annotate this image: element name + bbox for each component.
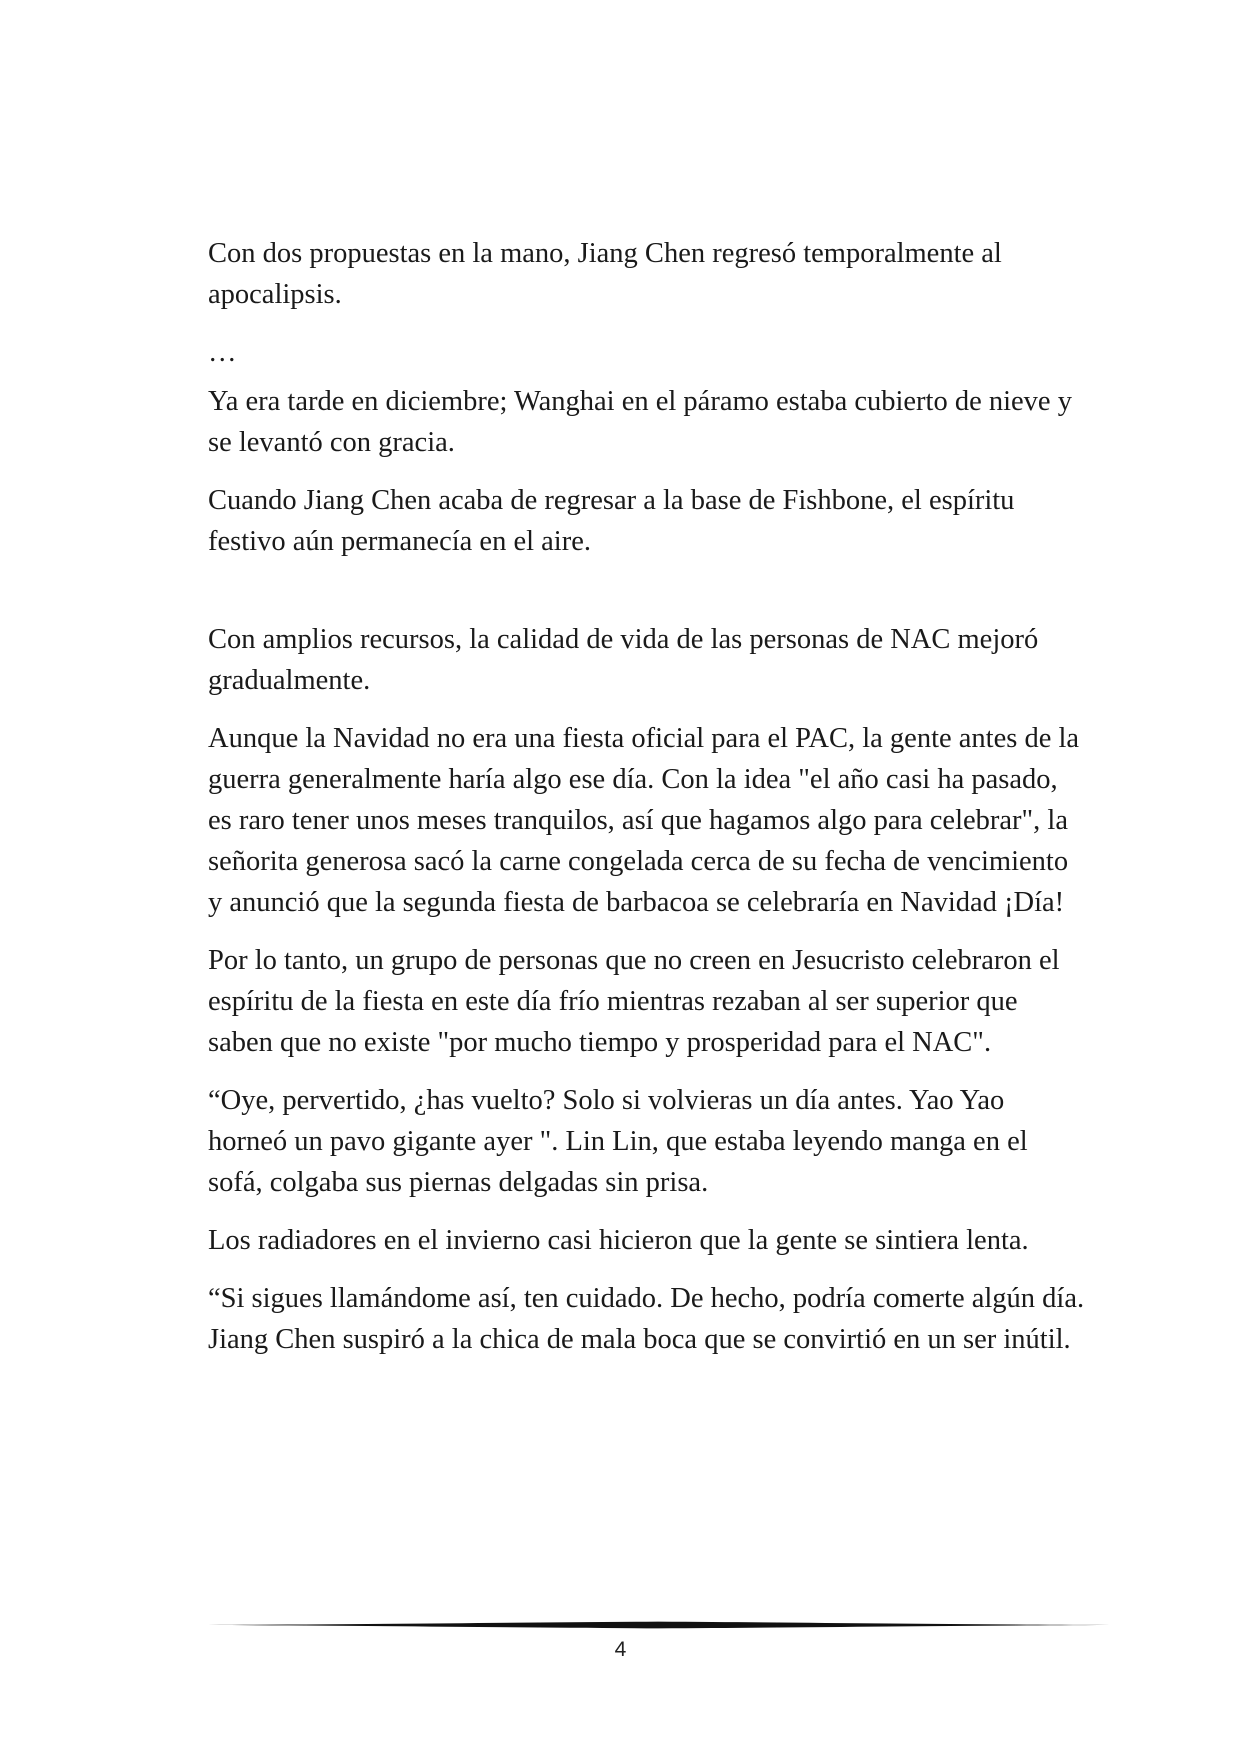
paragraph: Aunque la Navidad no era una fiesta oficial para el PAC, la gente antes de la guerra generalmente haría algo ese día. Con la idea "el año casi ha pasado, es raro tener unos meses tranquilos, así que hagamos algo para celebrar", la señorita generosa sacó la carne congelada cerca de su fecha de vencimiento y anunció que la segunda fiesta de barbacoa se celebraría en Navidad ¡Día! bbox=[208, 723, 1080, 918]
paragraph: Los radiadores en el invierno casi hicieron que la gente se sintiera lenta. bbox=[208, 1225, 1029, 1256]
paragraph: “Si sigues llamándome así, ten cuidado. De hecho, podría comerte algún día. Jiang Chen suspiró a la chica de mala boca que se convirtió en un ser inútil. bbox=[208, 1283, 1085, 1355]
scene-break-ellipsis: … bbox=[208, 337, 237, 368]
page-number: 4 bbox=[614, 1638, 627, 1661]
footer-divider-rule bbox=[208, 1619, 1110, 1631]
paragraph: “Oye, pervertido, ¿has vuelto? Solo si volvieras un día antes. Yao Yao horneó un pavo gigante ayer ". Lin Lin, que estaba leyendo manga en el sofá, colgaba sus piernas delgadas sin prisa. bbox=[208, 1085, 1028, 1198]
paragraph: Con amplios recursos, la calidad de vida de las personas de NAC mejoró gradualmente. bbox=[208, 624, 1039, 696]
paragraph: Con dos propuestas en la mano, Jiang Chen regresó temporalmente al apocalipsis. bbox=[208, 238, 1002, 310]
paragraph: Por lo tanto, un grupo de personas que no creen en Jesucristo celebraron el espíritu de la fiesta en este día frío mientras rezaban al ser superior que saben que no existe "por mucho tiempo y prosperidad para el NAC". bbox=[208, 945, 1060, 1058]
paragraph: Cuando Jiang Chen acaba de regresar a la base de Fishbone, el espíritu festivo aún permanecía en el aire. bbox=[208, 485, 1015, 557]
body-text bbox=[208, 233, 1088, 1377]
paragraph: Ya era tarde en diciembre; Wanghai en el páramo estaba cubierto de nieve y se levantó con gracia. bbox=[208, 386, 1072, 458]
